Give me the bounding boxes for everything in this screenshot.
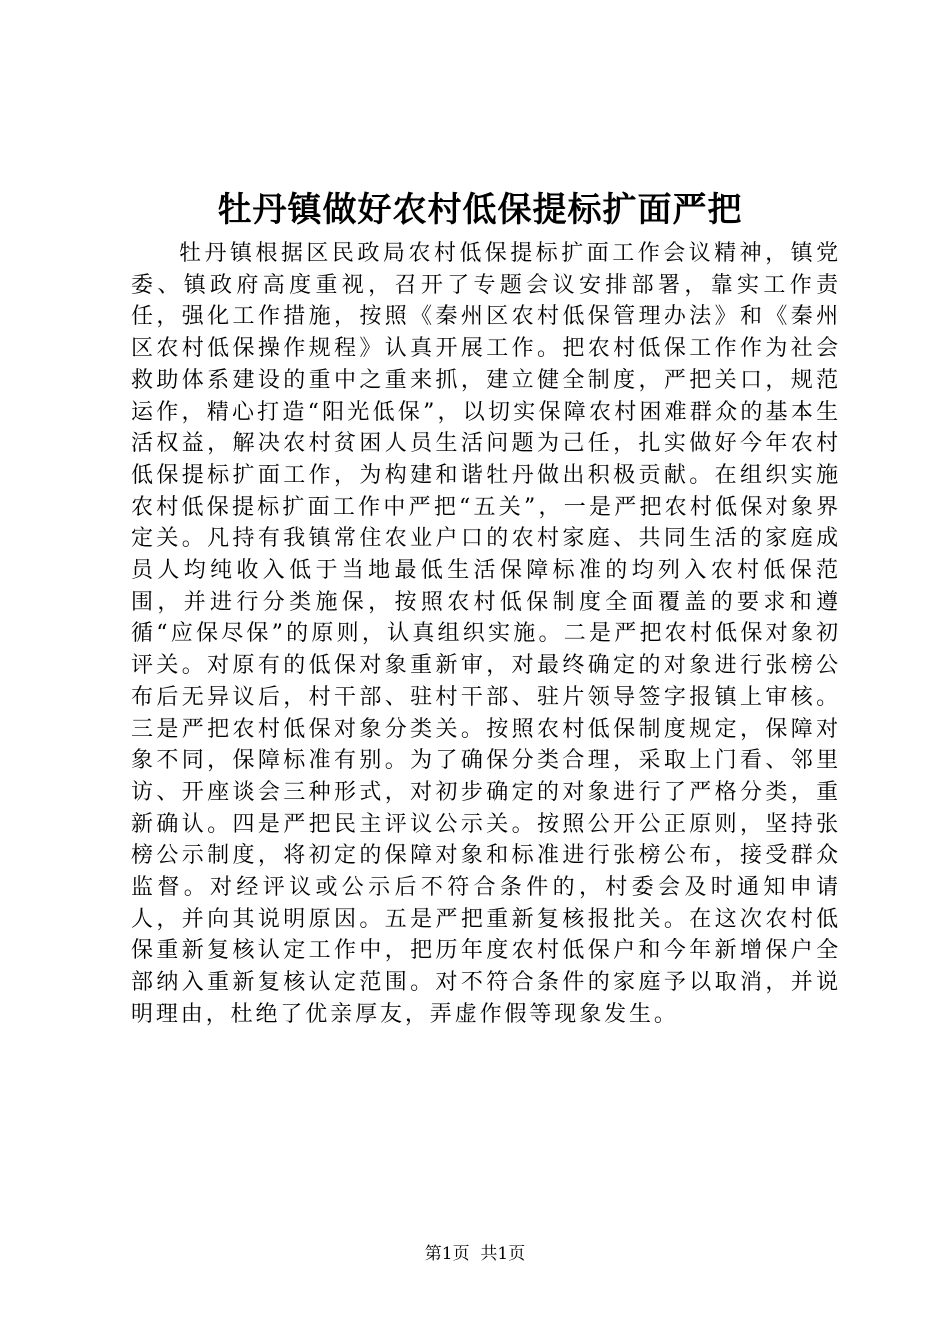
page-footer: 第1页 共1页 <box>424 1244 526 1264</box>
document-title: 牡丹镇做好农村低保提标扩面严把 <box>217 190 743 230</box>
document-body-paragraph: 牡丹镇根据区民政局农村低保提标扩面工作会议精神，镇党委、镇政府高度重视，召开了专题会议安排部署，靠实工作责任，强化工作措施，按照《秦州区农村低保管理办法》和《秦州区农村低保操作规程》认真开展工作。把农村低保工作作为社会救助体系建设的重中之重来抓，建立健全制度，严把关口，规范运作，精心打造“阳光低保”，以切实保障农村困难群众的基本生活权益，解决农村贫困人员生活问题为己任，扎实做好今年农村低保提标扩面工作，为构建和谐牡丹做出积极贡献。在组织实施农村低保提标扩面工作中严把“五关”，一是严把农村低保对象界定关。凡持有我镇常住农业户口的农村家庭、共同生活的家庭成员人均纯收入低于当地最低生活保障标准的均列入农村低保范围，并进行分类施保，按照农村低保制度全面覆盖的要求和遵循“应保尽保”的原则，认真组织实施。二是严把农村低保对象初评关。对原有的低保对象重新审，对最终确定的对象进行张榜公布后无异议后，村干部、驻村干部、驻片领导签字报镇上审核。三是严把农村低保对象分类关。按照农村低保制度规定，保障对象不同，保障标准有别。为了确保分类合理，采取上门看、邻里访、开座谈会三种形式，对初步确定的对象进行了严格分类，重新确认。四是严把民主评议公示关。按照公开公正原则，坚持张榜公示制度，将初定的保障对象和标准进行张榜公布，接受群众监督。对经评议或公示后不符合条件的，村委会及时通知申请人，并向其说明原因。五是严把重新复核报批关。在这次农村低保重新复核认定工作中，把历年度农村低保户和今年新增保户全部纳入重新复核认定范围。对不符合条件的家庭予以取消，并说明理由，杜绝了优亲厚友，弄虚作假等现象发生。 <box>131 241 841 1027</box>
